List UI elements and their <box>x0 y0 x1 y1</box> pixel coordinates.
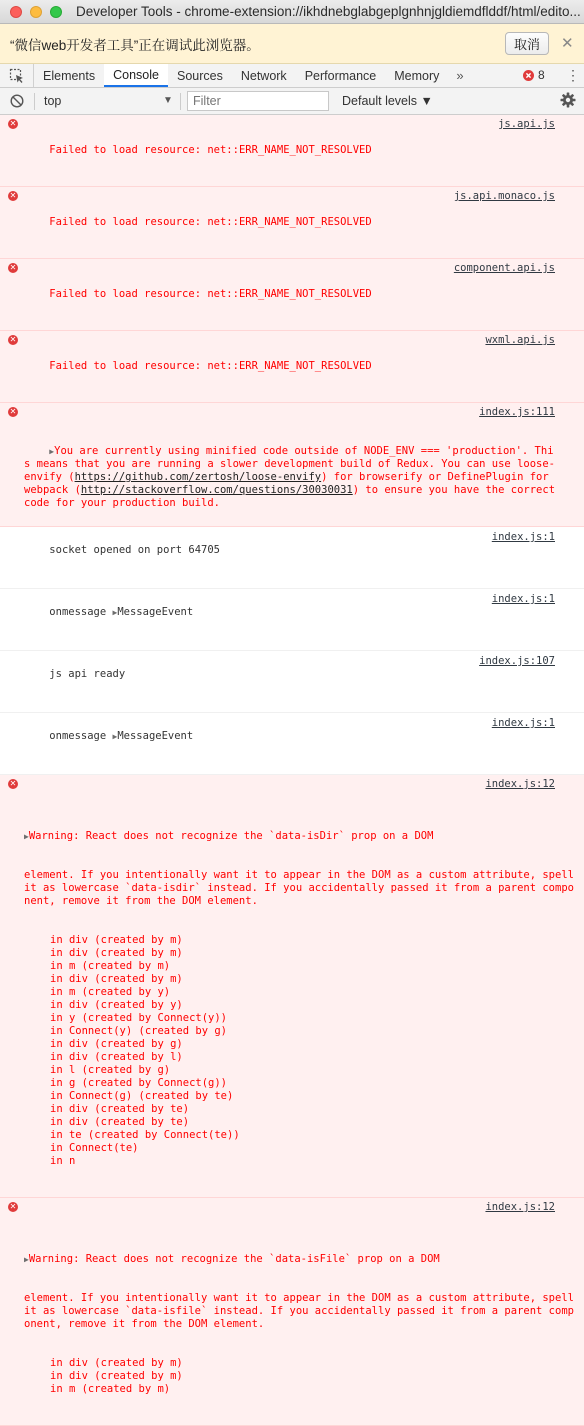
tab-console[interactable]: Console <box>104 64 168 87</box>
source-link[interactable]: index.js:12 <box>485 1201 555 1213</box>
stack-frame: in n <box>50 1155 76 1167</box>
toolbar-divider <box>34 93 35 110</box>
tab-elements[interactable]: Elements <box>43 68 96 83</box>
window-minimize-button[interactable] <box>30 6 42 18</box>
error-count-badge[interactable] <box>523 68 545 82</box>
stackoverflow-link[interactable]: http://stackoverflow.com/questions/30030031 <box>80 484 353 496</box>
source-link[interactable]: index.js:111 <box>479 406 555 418</box>
window-title: Developer Tools - chrome-extension://ikhdnebglabgeplgnhnjgldiemdflddf/html/edito... <box>76 4 581 19</box>
console-log[interactable] <box>0 115 584 1395</box>
stack-frame: in div (created by m) <box>50 934 183 946</box>
console-error-message <box>0 187 584 259</box>
stack-frame: in div (created by te) <box>50 1103 190 1115</box>
expand-triangle-icon[interactable]: ▶ <box>112 732 118 741</box>
window-controls <box>10 6 62 18</box>
source-link[interactable]: index.js:1 <box>491 593 555 605</box>
infobar-message: “微信web开发者工具”正在调试此浏览器。 <box>10 37 260 53</box>
message-text: socket opened on port 64705 <box>49 544 220 556</box>
console-log-message <box>0 527 584 589</box>
source-link[interactable]: component.api.js <box>453 262 555 274</box>
window-maximize-button[interactable] <box>50 6 62 18</box>
source-link[interactable]: js.api.js <box>498 118 555 130</box>
source-link[interactable]: index.js:107 <box>479 655 555 667</box>
message-text: Failed to load resource: net::ERR_NAME_NOT_RESOLVED <box>49 360 372 372</box>
stack-frame: in m (created by m) <box>50 960 171 972</box>
error-circle-icon <box>523 70 534 81</box>
more-tabs-button[interactable]: » <box>456 68 464 83</box>
loose-envify-link[interactable]: https://github.com/zertosh/loose-envify <box>74 471 322 483</box>
stack-frame: in y (created by Connect(y)) <box>50 1012 228 1024</box>
infobar-close-icon[interactable]: ✕ <box>561 35 574 52</box>
error-icon: ✕ <box>9 263 17 272</box>
filter-input[interactable] <box>187 91 329 111</box>
console-error-message-node-env <box>0 403 584 527</box>
console-log-message <box>0 651 584 713</box>
console-warning-isdir <box>0 775 584 1198</box>
error-icon: ✕ <box>9 335 17 344</box>
log-levels-dropdown[interactable]: Default levels ▼ <box>342 94 433 108</box>
tab-performance[interactable]: Performance <box>304 68 377 83</box>
message-text: You are currently using minified code outside of NODE_ENV === 'production'. This means that you are running a slower development build of Redux. You can use loose-envify ( <box>24 445 556 483</box>
expand-triangle-icon[interactable]: ▶ <box>24 832 29 841</box>
source-link[interactable]: index.js:1 <box>491 717 555 729</box>
source-link[interactable]: index.js:12 <box>485 778 555 790</box>
tab-memory[interactable]: Memory <box>394 68 440 83</box>
inspect-element-button[interactable] <box>0 64 34 87</box>
console-error-message <box>0 115 584 187</box>
source-link[interactable]: js.api.monaco.js <box>453 190 555 202</box>
context-dropdown-icon[interactable]: ▼ <box>163 95 173 106</box>
error-icon: ✕ <box>9 407 17 416</box>
message-text: Failed to load resource: net::ERR_NAME_NOT_RESOLVED <box>49 216 372 228</box>
stack-frame: in div (created by m) <box>50 1370 183 1382</box>
stack-frame: in div (created by m) <box>50 947 183 959</box>
stack-frame: in div (created by g) <box>50 1038 183 1050</box>
message-text: js api ready <box>49 668 126 680</box>
stack-trace <box>24 1357 578 1396</box>
expand-triangle-icon[interactable]: ▶ <box>49 447 55 456</box>
stack-frame: in Connect(y) (created by g) <box>50 1025 228 1037</box>
stack-frame: in Connect(te) <box>50 1142 139 1154</box>
error-count-value: 8 <box>538 68 545 82</box>
context-selector[interactable]: top <box>44 94 62 108</box>
console-settings-gear-icon[interactable] <box>560 92 576 108</box>
expand-triangle-icon[interactable]: ▶ <box>112 608 118 617</box>
message-text: onmessage <box>49 730 113 742</box>
stack-frame: in l (created by g) <box>50 1064 171 1076</box>
message-text: element. If you intentionally want it to appear in the DOM as a custom attribute, spell it as lowercase `data-isdir` instead. If you accidentally passed it from a parent component, remove it from the DOM element. <box>24 869 581 907</box>
clear-console-icon[interactable] <box>10 94 24 108</box>
stack-frame: in g (created by Connect(g)) <box>50 1077 228 1089</box>
cancel-debugging-button[interactable]: 取消 <box>505 32 549 55</box>
devtools-menu-icon[interactable]: ⋮ <box>566 67 580 83</box>
console-toolbar <box>0 88 584 115</box>
stack-trace <box>24 934 578 1168</box>
source-link[interactable]: index.js:1 <box>491 531 555 543</box>
message-text: Warning: React does not recognize the `data-isFile` prop on a DOM <box>28 1253 440 1265</box>
object-preview[interactable]: MessageEvent <box>117 606 194 618</box>
console-error-message <box>0 259 584 331</box>
error-icon: ✕ <box>9 119 17 128</box>
object-preview[interactable]: MessageEvent <box>117 730 194 742</box>
message-text: element. If you intentionally want it to appear in the DOM as a custom attribute, spell it as lowercase `data-isfile` instead. If you accidentally passed it from a parent component, remove it from the DOM element. <box>24 1292 581 1330</box>
console-log-message <box>0 713 584 775</box>
stack-frame: in div (created by m) <box>50 973 183 985</box>
message-text: Warning: React does not recognize the `data-isDir` prop on a DOM <box>28 830 434 842</box>
stack-frame: in div (created by l) <box>50 1051 183 1063</box>
debugging-infobar <box>0 24 584 64</box>
error-icon: ✕ <box>9 1202 17 1211</box>
expand-triangle-icon[interactable]: ▶ <box>24 1255 29 1264</box>
stack-frame: in div (created by te) <box>50 1116 190 1128</box>
tab-sources[interactable]: Sources <box>176 68 223 83</box>
stack-frame: in te (created by Connect(te)) <box>50 1129 240 1141</box>
source-link[interactable]: wxml.api.js <box>485 334 555 346</box>
window-titlebar <box>0 0 584 24</box>
inspect-cursor-icon <box>9 68 25 84</box>
window-close-button[interactable] <box>10 6 22 18</box>
message-text: ) to ensure you have the correct code for your production build. <box>24 484 562 509</box>
toolbar-divider <box>180 93 181 110</box>
stack-frame: in m (created by m) <box>50 1383 171 1395</box>
stack-frame: in m (created by y) <box>50 986 171 998</box>
message-text: Failed to load resource: net::ERR_NAME_NOT_RESOLVED <box>49 144 372 156</box>
message-text: ) for browserify or DefinePlugin for webpack ( <box>24 471 556 496</box>
stack-frame: in div (created by y) <box>50 999 183 1011</box>
console-error-message <box>0 331 584 403</box>
tab-network[interactable]: Network <box>240 68 287 83</box>
stack-frame: in div (created by m) <box>50 1357 183 1369</box>
devtools-tabbar <box>0 64 584 88</box>
error-icon: ✕ <box>9 779 17 788</box>
console-warning-isfile <box>0 1198 584 1426</box>
message-text: Failed to load resource: net::ERR_NAME_NOT_RESOLVED <box>49 288 372 300</box>
console-log-message <box>0 589 584 651</box>
message-text: onmessage <box>49 606 113 618</box>
error-icon: ✕ <box>9 191 17 200</box>
stack-frame: in Connect(g) (created by te) <box>50 1090 234 1102</box>
